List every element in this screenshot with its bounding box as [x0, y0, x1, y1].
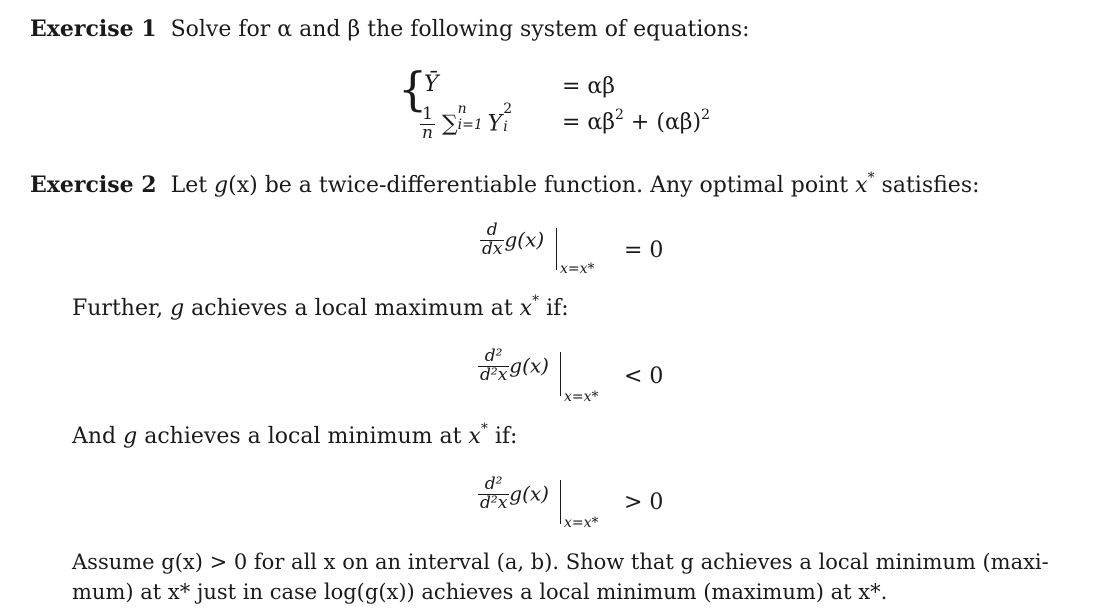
- equation-2-lhs: [420, 101, 516, 143]
- evaluation-point: x=x*: [560, 261, 595, 277]
- second-derivative-max-expr: [478, 348, 549, 385]
- further-line: Further, g achieves a local maximum at x* if:: [72, 293, 569, 321]
- equation-2-rhs: = $\alpha\beta^2 + (\alpha\beta)^2$: [562, 107, 711, 135]
- evaluation-bar: [560, 480, 561, 524]
- assume-line-2: mum) at x* just in case log(g(x)) achieves a local minimum (maximum) at x*.: [72, 580, 888, 604]
- and-line: And g achieves a local minimum at x* if:: [72, 421, 518, 449]
- exercise-1-text: Solve for α and β the following system of equations:: [170, 17, 750, 42]
- sum-upper: n: [457, 101, 467, 118]
- one-over-n-fraction: $\frac{1}{n}$: [422, 104, 433, 143]
- second-derivative-min-expr: [478, 476, 549, 513]
- exercise-2-heading: Exercise 2: [30, 172, 157, 198]
- d2-dx2-fraction: $\frac{\text{d²}}{\text{d²x}}$: [480, 346, 508, 385]
- evaluation-point: x=x*: [564, 389, 599, 405]
- sum-lower: i=1: [457, 117, 483, 134]
- assume-line-1: Assume g(x) > 0 for all x on an interval (a, b). Show that g achieves a local minimum (maxi-: [72, 550, 1049, 574]
- y-variable: Y: [487, 111, 503, 137]
- second-derivative-min-rel: > 0: [624, 490, 664, 515]
- d2-dx2-fraction: $\frac{\text{d²}}{\text{d²x}}$: [480, 474, 508, 513]
- exercise-2-line: Exercise 2 Let g(x) be a twice-differentiable function. Any optimal point x* satisfies:: [30, 170, 980, 198]
- equation-1-lhs: Ȳ: [424, 72, 439, 97]
- sum-symbol: ∑: [441, 111, 458, 137]
- second-derivative-max-rel: < 0: [624, 364, 664, 389]
- y-subscript: i: [503, 119, 508, 136]
- first-derivative-expr: [480, 222, 544, 259]
- system-brace: {: [398, 62, 428, 116]
- y-superscript: 2: [503, 101, 513, 118]
- evaluation-bar: [560, 352, 561, 396]
- first-derivative-rel: = 0: [624, 238, 664, 263]
- d-dx-fraction: $\frac{d}{dx}$: [482, 220, 503, 259]
- evaluation-point: x=x*: [564, 515, 599, 531]
- equation-1-rhs: = αβ: [562, 74, 616, 99]
- g-of-x: g(x): [509, 481, 549, 506]
- g-of-x: g(x): [509, 353, 549, 378]
- g-of-x: g(x): [504, 227, 545, 252]
- exercise-1-heading: Exercise 1: [30, 16, 157, 42]
- evaluation-bar: [556, 228, 557, 270]
- exercise-1-line: [30, 18, 750, 41]
